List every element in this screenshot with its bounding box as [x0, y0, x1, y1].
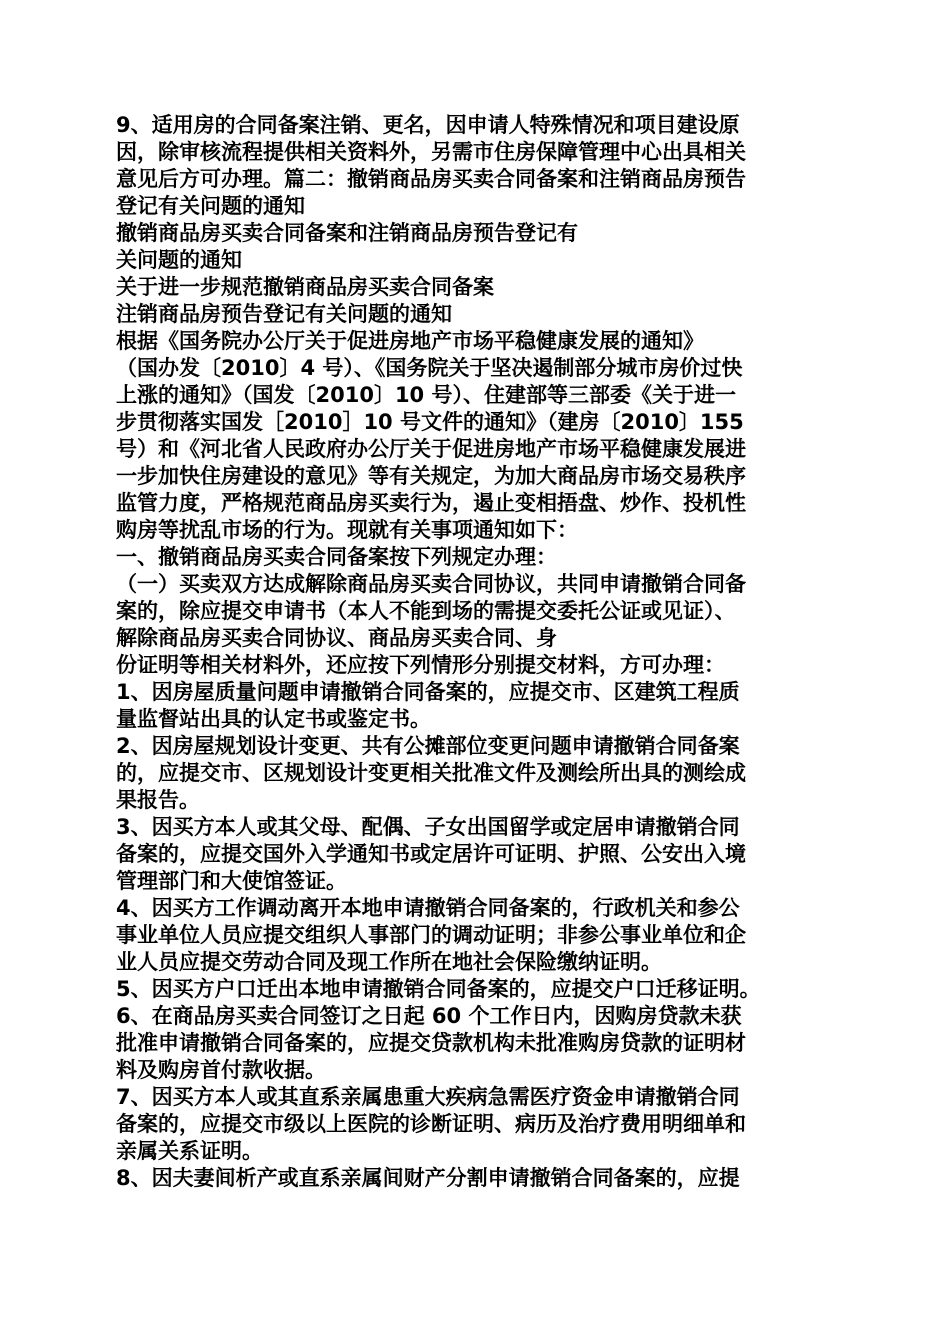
text-line: （一）买卖双方达成解除商品房买卖合同协议，共同申请撤销合同备 [116, 572, 746, 596]
text-line: 关于进一步规范撤销商品房买卖合同备案 [116, 275, 494, 299]
text-line: 案的，除应提交申请书（本人不能到场的需提交委托公证或见证）、 [116, 599, 736, 623]
text-line: 6、在商品房买卖合同签订之日起 60 个工作日内，因购房贷款未获 [116, 1004, 742, 1028]
text-line: 9、适用房的合同备案注销、更名，因申请人特殊情况和项目建设原 [116, 113, 740, 137]
text-line: 备案的，应提交国外入学通知书或定居许可证明、护照、公安出入境 [116, 842, 746, 866]
text-line: 的，应提交市、区规划设计变更相关批准文件及测绘所出具的测绘成 [116, 761, 746, 785]
text-line: 管理部门和大使馆签证。 [116, 869, 347, 893]
text-line: 7、因买方本人或其直系亲属患重大疾病急需医疗资金申请撤销合同 [116, 1085, 740, 1109]
text-line: 批准申请撤销合同备案的，应提交贷款机构未批准购房贷款的证明材 [116, 1031, 746, 1055]
text-line: 购房等扰乱市场的行为。现就有关事项通知如下： [116, 518, 578, 542]
text-line: 监管力度，严格规范商品房买卖行为，遏止变相捂盘、炒作、投机性 [116, 491, 746, 515]
text-line: 份证明等相关材料外，还应按下列情形分别提交材料，方可办理： [116, 653, 725, 677]
text-line: 事业单位人员应提交组织人事部门的调动证明；非参公事业单位和企 [116, 923, 746, 947]
text-line: 备案的，应提交市级以上医院的诊断证明、病历及治疗费用明细单和 [116, 1112, 746, 1136]
text-line: 4、因买方工作调动离开本地申请撤销合同备案的，行政机关和参公 [116, 896, 740, 920]
text-line: 解除商品房买卖合同协议、商品房买卖合同、身 [116, 626, 557, 650]
text-line: 8、因夫妻间析产或直系亲属间财产分割申请撤销合同备案的，应提 [116, 1166, 740, 1190]
text-line: 根据《国务院办公厅关于促进房地产市场平稳健康发展的通知》 [116, 329, 704, 353]
document-body [116, 112, 838, 1192]
text-line: 果报告。 [116, 788, 200, 812]
text-line: 一、撤销商品房买卖合同备案按下列规定办理： [116, 545, 557, 569]
text-line: 上涨的通知》（国发〔2010〕10 号）、住建部等三部委《关于进一 [116, 383, 736, 407]
text-line: 3、因买方本人或其父母、配偶、子女出国留学或定居申请撤销合同 [116, 815, 740, 839]
text-line: 登记有关问题的通知 [116, 194, 305, 218]
text-line: 料及购房首付款收据。 [116, 1058, 326, 1082]
text-line: 撤销商品房买卖合同备案和注销商品房预告登记有 [116, 221, 578, 245]
text-line: 步贯彻落实国发［2010］10 号文件的通知》（建房〔2010〕155 [116, 410, 744, 434]
text-line: 业人员应提交劳动合同及现工作所在地社会保险缴纳证明。 [116, 950, 662, 974]
text-line: 关问题的通知 [116, 248, 242, 272]
text-line: 亲属关系证明。 [116, 1139, 263, 1163]
text-line: 5、因买方户口迁出本地申请撤销合同备案的，应提交户口迁移证明。 [116, 977, 761, 1001]
text-line: 一步加快住房建设的意见》等有关规定，为加大商品房市场交易秩序 [116, 464, 746, 488]
text-line: 号）和《河北省人民政府办公厅关于促进房地产市场平稳健康发展进 [116, 437, 746, 461]
text-line: 1、因房屋质量问题申请撤销合同备案的，应提交市、区建筑工程质 [116, 680, 740, 704]
text-line: （国办发〔2010〕4 号）、《国务院关于坚决遏制部分城市房价过快 [116, 356, 743, 380]
text-line: 注销商品房预告登记有关问题的通知 [116, 302, 452, 326]
text-line: 2、因房屋规划设计变更、共有公摊部位变更问题申请撤销合同备案 [116, 734, 740, 758]
text-line: 意见后方可办理。篇二：撤销商品房买卖合同备案和注销商品房预告 [116, 167, 746, 191]
text-line: 因，除审核流程提供相关资料外，另需市住房保障管理中心出具相关 [116, 140, 746, 164]
text-line: 量监督站出具的认定书或鉴定书。 [116, 707, 431, 731]
